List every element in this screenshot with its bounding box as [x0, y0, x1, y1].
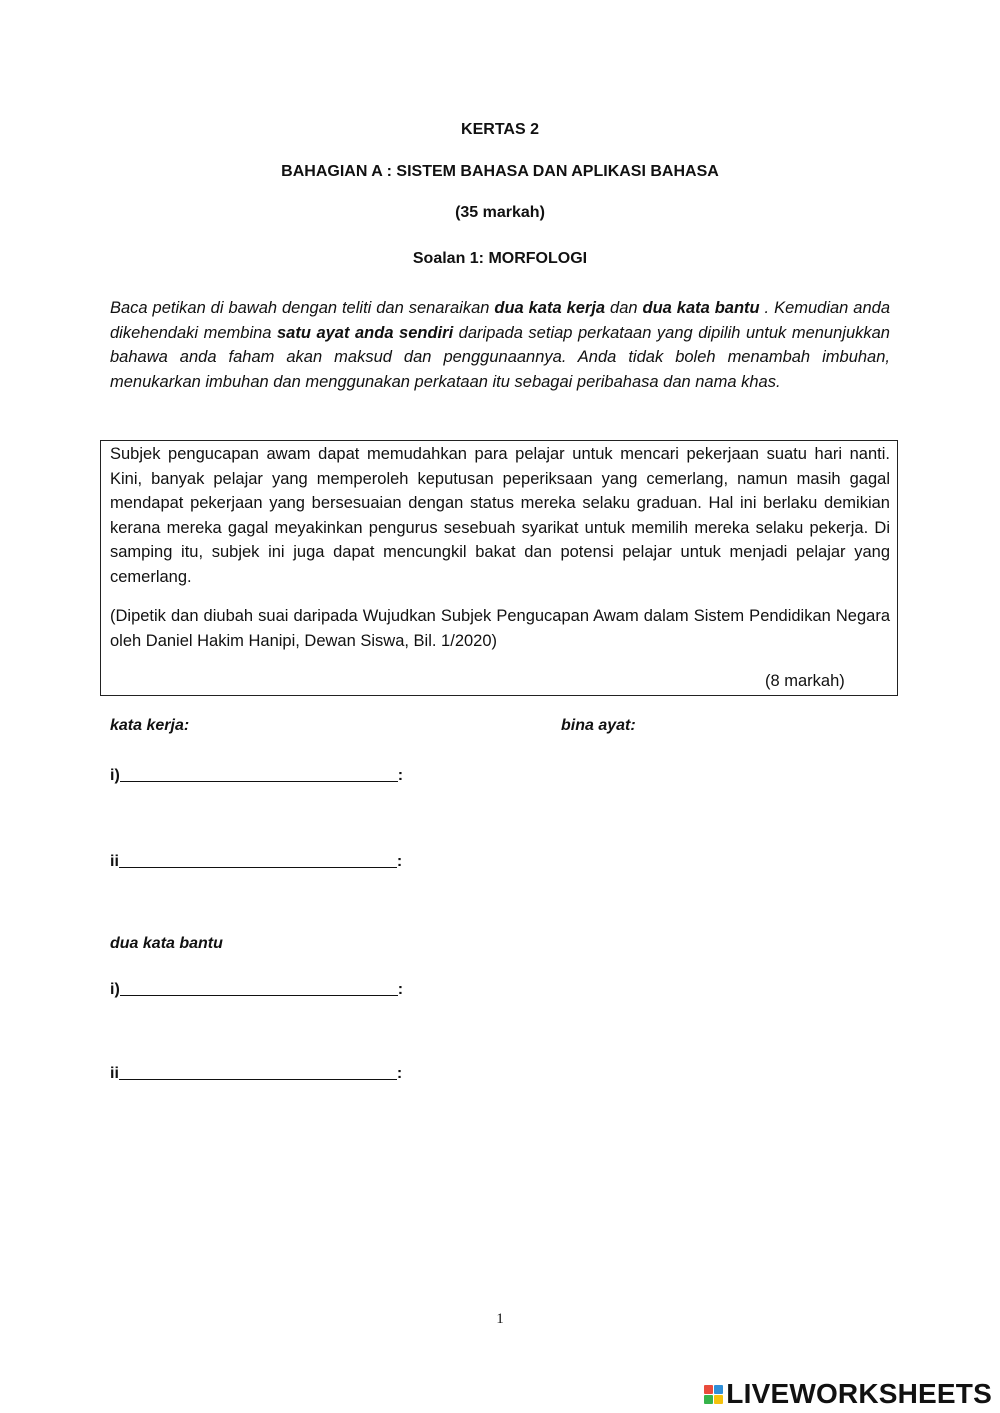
answer-colon: : — [397, 767, 404, 784]
kata-bantu-answer-1[interactable] — [110, 979, 403, 999]
logo-tile — [704, 1395, 713, 1404]
logo-tile — [704, 1385, 713, 1394]
kata-kerja-answer-2[interactable] — [110, 851, 402, 871]
logo-tile — [714, 1385, 723, 1394]
item-marker: ii — [110, 1065, 119, 1082]
passage-marks: (8 markah) — [765, 672, 845, 690]
answer-blank-line[interactable] — [120, 765, 398, 782]
section-title: BAHAGIAN A : SISTEM BAHASA DAN APLIKASI BAHASA — [281, 163, 719, 180]
instructions-text-2: dan — [605, 299, 643, 317]
instructions — [110, 296, 890, 394]
instructions-text-3: . Kemudian anda dikehendaki membina — [110, 299, 890, 342]
instructions-text-4: daripada setiap perkataan yang dipilih untuk menunjukkan bahawa anda faham akan maksud dan penggunaannya. Anda tidak boleh menambah imbuhan, menukarkan imbuhan dan menggunakan perkataan itu sebagai peribahasa dan nama khas. — [110, 323, 890, 391]
instructions-bold-1: dua kata kerja — [494, 299, 606, 317]
item-marker: i) — [110, 767, 120, 784]
paper-title: KERTAS 2 — [461, 121, 539, 138]
answer-colon: : — [396, 853, 403, 870]
answer-colon: : — [396, 1065, 403, 1082]
kata-bantu-answer-2[interactable] — [110, 1063, 402, 1083]
bina-ayat-label: bina ayat: — [561, 717, 636, 734]
kata-kerja-answer-1[interactable] — [110, 765, 403, 785]
item-marker: ii — [110, 853, 119, 870]
item-marker: i) — [110, 981, 120, 998]
answer-blank-line[interactable] — [119, 1063, 397, 1080]
logo-text: LIVEWORKSHEETS — [726, 1378, 992, 1409]
instructions-bold-3: satu ayat anda sendiri — [277, 323, 454, 342]
instructions-text-1: Baca petikan di bawah dengan teliti dan senaraikan — [110, 299, 495, 317]
kata-kerja-label: kata kerja: — [110, 717, 190, 734]
instructions-bold-2: dua kata bantu — [642, 299, 760, 317]
answer-colon: : — [397, 981, 404, 998]
kata-bantu-label: dua kata bantu — [110, 935, 223, 952]
total-marks: (35 markah) — [455, 204, 545, 221]
page-number: 1 — [496, 1311, 504, 1327]
logo-tile — [714, 1395, 723, 1404]
question-title: Soalan 1: MORFOLOGI — [412, 250, 588, 267]
answer-blank-line[interactable] — [120, 979, 398, 996]
answer-blank-line[interactable] — [119, 851, 397, 868]
liveworksheets-logo — [704, 1378, 992, 1410]
passage-text: Subjek pengucapan awam dapat memudahkan para pelajar untuk mencari pekerjaan suatu hari nanti. Kini, banyak pelajar yang memperoleh keputusan peperiksaan yang cemerlang, namun masih gagal mendapat pekerjaan yang bersesuaian dengan status mereka selaku graduan. Hal ini berlaku demikian kerana mereka gagal meyakinkan pengurus sesebuah syarikat untuk memilih mereka selaku pekerja. Di samping itu, subjek ini juga dapat mencungkil bakat dan potensi pelajar untuk menjadi pelajar yang cemerlang. — [110, 445, 890, 586]
passage-source: (Dipetik dan diubah suai daripada Wujudkan Subjek Pengucapan Awam dalam Sistem Pendidikan Negara oleh Daniel Hakim Hanipi, Dewan Siswa, Bil. 1/2020) — [110, 607, 890, 650]
logo-tiles-icon — [704, 1385, 723, 1404]
